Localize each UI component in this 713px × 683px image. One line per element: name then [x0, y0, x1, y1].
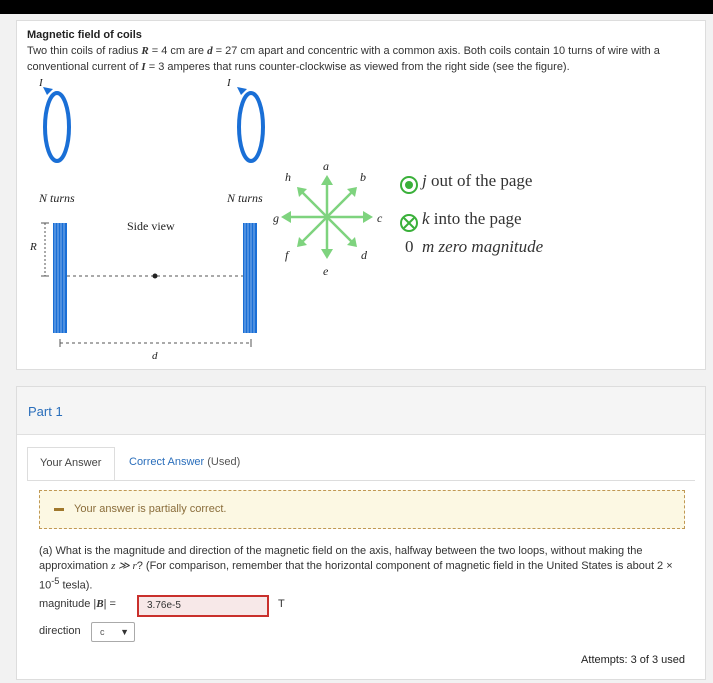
- option-zero-magnitude: 0 m zero magnitude: [405, 237, 544, 256]
- into-page-icon: [401, 215, 417, 231]
- compass-e: e: [323, 264, 329, 278]
- side-view-label: Side view: [127, 219, 175, 233]
- direction-compass: [281, 175, 373, 259]
- question-text: (a) What is the magnitude and direction of the magnetic field on the axis, halfway between the two loops, without making the approximation z ≫ r? (For comparison, remember that the horizontal component of magnetic field in the United States is about $2 \times 10^{-5}$ tesla).: [39, 545, 673, 592]
- compass-g: g: [273, 211, 279, 225]
- partial-icon: [54, 508, 64, 511]
- current-label-right: I: [227, 77, 231, 89]
- left-coil-side: [53, 223, 67, 333]
- compass-f: f: [285, 248, 289, 262]
- chevron-down-icon: ▼: [120, 627, 129, 637]
- current-label-left: I: [39, 77, 43, 89]
- coils-figure: [17, 77, 705, 367]
- option-into-page: k into the page: [422, 209, 522, 228]
- problem-title: Magnetic field of coils: [27, 29, 142, 41]
- part-card: [16, 386, 706, 680]
- attempts-counter: Attempts: 3 of 3 used: [581, 654, 685, 666]
- tab-divider: [27, 480, 695, 481]
- part-title: Part 1: [28, 404, 63, 419]
- right-coil-side: [243, 223, 257, 333]
- magnitude-input[interactable]: 3.76e-5: [137, 595, 269, 617]
- distance-label: d: [152, 350, 158, 362]
- feedback-box: [39, 490, 685, 529]
- unit-label: T: [278, 598, 285, 610]
- compass-a: a: [323, 159, 329, 173]
- part-header: [17, 387, 705, 435]
- out-of-page-icon: [401, 177, 417, 193]
- top-bar: [0, 0, 713, 14]
- tab-correct-answer[interactable]: Correct Answer (Used): [129, 456, 241, 468]
- tab-your-answer[interactable]: Your Answer: [27, 447, 115, 481]
- compass-h: h: [285, 170, 291, 184]
- problem-card: [16, 20, 706, 370]
- direction-label: direction: [39, 625, 81, 637]
- right-loop: [239, 93, 263, 161]
- radius-label: R: [30, 241, 37, 253]
- nturns-label-left: N turns: [39, 191, 75, 205]
- option-out-of-page: j out of the page: [422, 171, 533, 190]
- compass-d: d: [361, 248, 367, 262]
- nturns-label-right: N turns: [227, 191, 263, 205]
- midpoint: [153, 274, 158, 279]
- feedback-text: Your answer is partially correct.: [74, 503, 227, 515]
- left-loop: [45, 93, 69, 161]
- compass-b: b: [360, 170, 366, 184]
- magnitude-label: magnitude |B| =: [39, 598, 116, 610]
- compass-c: c: [377, 211, 383, 225]
- problem-description: Two thin coils of radius R = 4 cm are d = 27 cm apart and concentric with a common axis. Both coils contain 10 turns of wire with a conventional current of I = 3 amperes that runs counter-clockwise as viewed from the right side (see the figure).: [27, 45, 660, 73]
- direction-select[interactable]: c ▼: [91, 622, 135, 642]
